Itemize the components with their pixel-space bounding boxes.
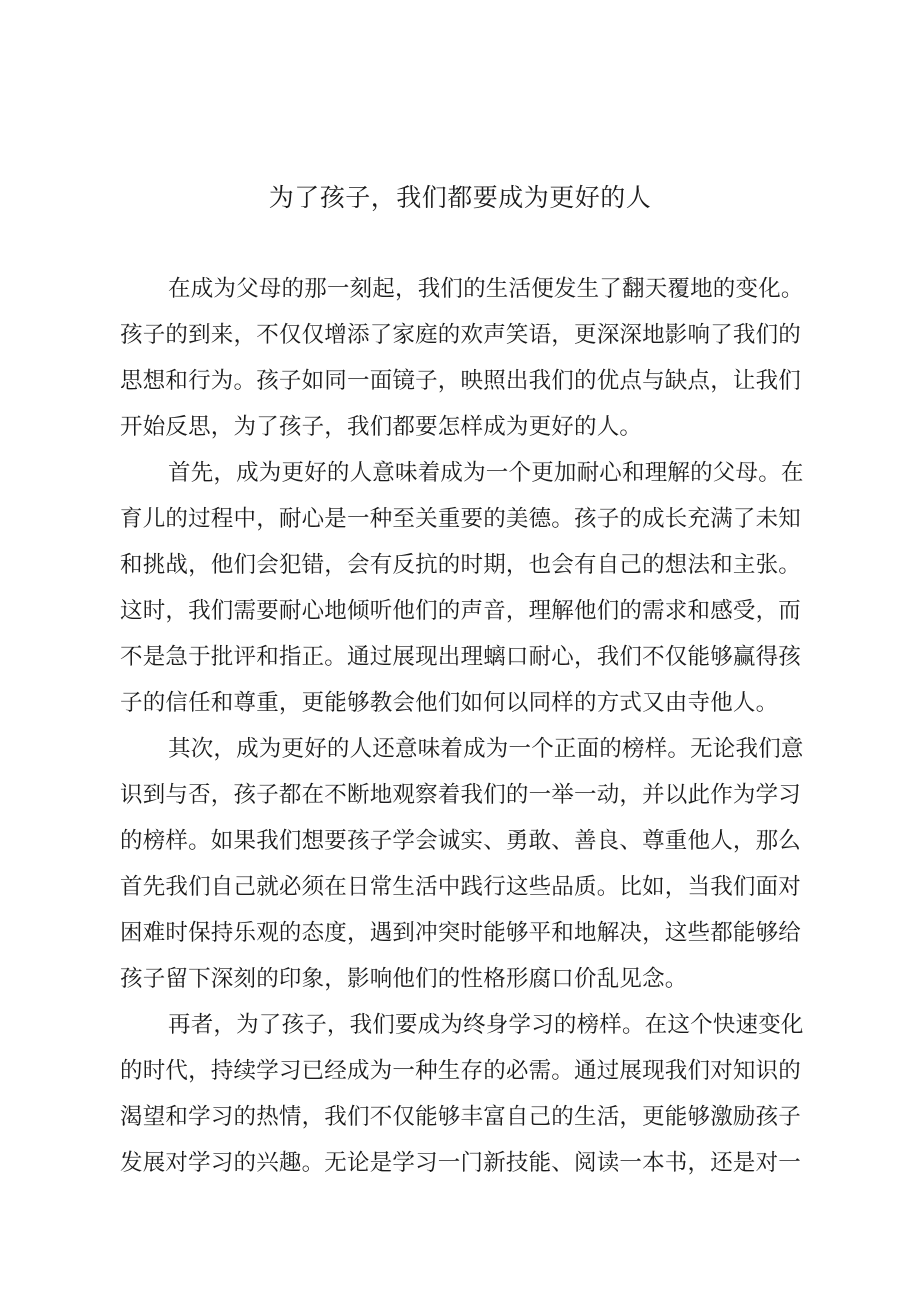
text-line: 识到与否，孩子都在不断地观察着我们的一举一动，并以此作为学习 — [120, 782, 802, 808]
text-line: 孩子留下深刻的印象，影响他们的性格形腐口价乱见念。 — [120, 966, 688, 992]
text-line: 渴望和学习的热情，我们不仅能够丰富自己的生活，更能够激励孩子 — [120, 1104, 802, 1130]
text-line: 孩子的到来，不仅仅增添了家庭的欢声笑语，更深深地影响了我们的 — [120, 322, 802, 348]
paragraph-4 — [120, 1002, 820, 1186]
text-line: 的榜样。如果我们想要孩子学会诚实、勇敢、善良、尊重他人，那么 — [120, 828, 802, 854]
paragraph-3 — [120, 726, 820, 1002]
text-line: 发展对学习的兴趣。无论是学习一门新技能、阅读一本书，还是对一 — [120, 1150, 802, 1176]
text-line: 这时，我们需要耐心地倾听他们的声音，理解他们的需求和感受，而 — [120, 598, 802, 624]
text-line: 的时代，持续学习已经成为一种生存的必需。通过展现我们对知识的 — [120, 1058, 802, 1084]
text-line: 其次，成为更好的人还意味着成为一个正面的榜样。无论我们意 — [168, 736, 804, 762]
page-title: 为了孩子，我们都要成为更好的人 — [268, 183, 652, 212]
text-line: 在成为父母的那一刻起，我们的生活便发生了翻天覆地的变化。 — [168, 276, 804, 302]
text-line: 育儿的过程中，耐心是一种至关重要的美德。孩子的成长充满了未知 — [120, 506, 802, 532]
text-line: 再者，为了孩子，我们要成为终身学习的榜样。在这个快速变化 — [168, 1012, 804, 1038]
text-line: 困难时保持乐观的态度，遇到冲突时能够平和地解决，这些都能够给 — [120, 920, 802, 946]
text-line: 不是急于批评和指正。通过展现出理螭口耐心，我们不仅能够赢得孩 — [120, 644, 802, 670]
paragraph-2 — [120, 450, 820, 726]
paragraph-1 — [120, 266, 820, 450]
text-line: 首先我们自己就必须在日常生活中践行这些品质。比如，当我们面对 — [120, 874, 802, 900]
text-line: 和挑战，他们会犯错，会有反抗的时期，也会有自己的想法和主张。 — [120, 552, 802, 578]
text-line: 开始反思，为了孩子，我们都要怎样成为更好的人。 — [120, 414, 643, 440]
document-body — [120, 266, 820, 1186]
text-line: 子的信任和尊重，更能够教会他们如何以同样的方式又由寺他人。 — [120, 690, 779, 716]
text-line: 思想和行为。孩子如同一面镜子，映照出我们的优点与缺点，让我们 — [120, 368, 802, 394]
text-line: 首先，成为更好的人意味着成为一个更加耐心和理解的父母。在 — [168, 460, 804, 486]
